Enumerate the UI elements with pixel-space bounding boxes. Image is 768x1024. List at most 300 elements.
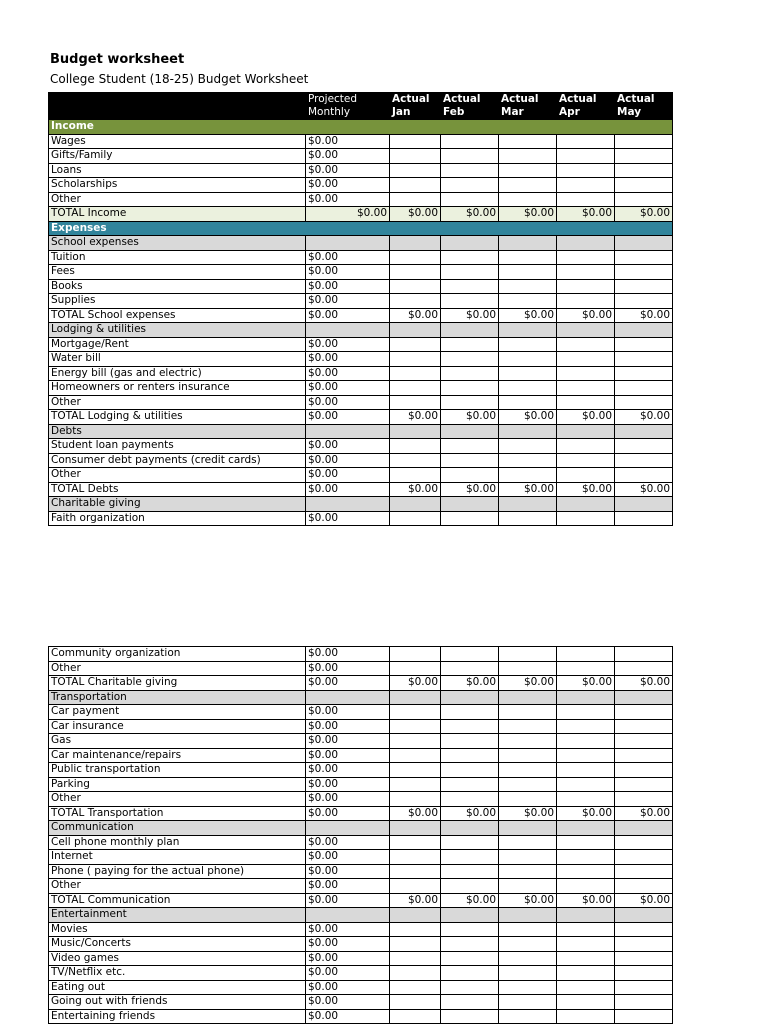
actual-cell bbox=[441, 439, 499, 454]
projected-cell: $0.00 bbox=[306, 763, 390, 778]
actual-cell: $0.00 bbox=[390, 410, 441, 425]
actual-cell bbox=[557, 647, 615, 662]
actual-cell bbox=[499, 835, 557, 850]
table-row bbox=[49, 879, 673, 894]
actual-cell: $0.00 bbox=[499, 207, 557, 222]
row-label-tuition: Tuition bbox=[49, 250, 306, 265]
actual-cell bbox=[499, 511, 557, 526]
actual-cell bbox=[557, 835, 615, 850]
table-row bbox=[49, 1009, 673, 1024]
actual-cell: $0.00 bbox=[390, 308, 441, 323]
actual-cell bbox=[557, 395, 615, 410]
total-row bbox=[49, 806, 673, 821]
actual-cell: $0.00 bbox=[441, 482, 499, 497]
actual-cell bbox=[615, 424, 673, 439]
table-row bbox=[49, 995, 673, 1010]
actual-cell bbox=[441, 1009, 499, 1024]
table-row bbox=[49, 468, 673, 483]
section-row bbox=[49, 236, 673, 251]
actual-cell: $0.00 bbox=[615, 482, 673, 497]
actual-cell bbox=[441, 511, 499, 526]
actual-cell bbox=[615, 366, 673, 381]
actual-cell bbox=[615, 864, 673, 879]
actual-cell bbox=[499, 468, 557, 483]
actual-cell bbox=[557, 352, 615, 367]
actual-cell bbox=[390, 192, 441, 207]
actual-cell bbox=[557, 134, 615, 149]
table-row bbox=[49, 937, 673, 952]
row-label-lodging-utilities: Lodging & utilities bbox=[49, 323, 306, 338]
actual-cell bbox=[441, 192, 499, 207]
projected-cell: $0.00 bbox=[306, 995, 390, 1010]
row-label-car-insurance: Car insurance bbox=[49, 719, 306, 734]
actual-cell bbox=[615, 497, 673, 512]
row-label-cell-phone-monthly-plan: Cell phone monthly plan bbox=[49, 835, 306, 850]
actual-cell bbox=[499, 647, 557, 662]
actual-cell bbox=[499, 734, 557, 749]
document-subtitle: College Student (18-25) Budget Worksheet bbox=[50, 72, 309, 86]
actual-cell bbox=[441, 497, 499, 512]
row-label-loans: Loans bbox=[49, 163, 306, 178]
actual-cell bbox=[390, 163, 441, 178]
actual-cell: $0.00 bbox=[441, 893, 499, 908]
row-label-fees: Fees bbox=[49, 265, 306, 280]
row-label-internet: Internet bbox=[49, 850, 306, 865]
actual-cell bbox=[441, 294, 499, 309]
actual-cell bbox=[557, 265, 615, 280]
actual-cell: $0.00 bbox=[499, 410, 557, 425]
row-label-communication: Communication bbox=[49, 821, 306, 836]
table-row bbox=[49, 511, 673, 526]
actual-cell bbox=[390, 951, 441, 966]
projected-cell: $0.00 bbox=[306, 482, 390, 497]
row-label-gifts-family: Gifts/Family bbox=[49, 149, 306, 164]
actual-cell bbox=[557, 192, 615, 207]
row-label-total-communication: TOTAL Communication bbox=[49, 893, 306, 908]
projected-cell: $0.00 bbox=[306, 366, 390, 381]
actual-cell bbox=[390, 995, 441, 1010]
actual-cell bbox=[441, 279, 499, 294]
table-row bbox=[49, 439, 673, 454]
row-label-video-games: Video games bbox=[49, 951, 306, 966]
section-row bbox=[49, 497, 673, 512]
actual-cell bbox=[390, 381, 441, 396]
actual-cell bbox=[615, 352, 673, 367]
projected-cell bbox=[306, 908, 390, 923]
actual-cell bbox=[441, 265, 499, 280]
projected-cell: $0.00 bbox=[306, 149, 390, 164]
actual-cell: $0.00 bbox=[441, 806, 499, 821]
actual-cell bbox=[441, 850, 499, 865]
projected-cell: $0.00 bbox=[306, 468, 390, 483]
table-row bbox=[49, 951, 673, 966]
actual-cell: $0.00 bbox=[557, 676, 615, 691]
budget-table-page-2 bbox=[48, 646, 673, 1024]
income-row bbox=[49, 120, 673, 135]
actual-cell: $0.00 bbox=[615, 676, 673, 691]
actual-cell bbox=[557, 792, 615, 807]
actual-cell bbox=[557, 980, 615, 995]
actual-cell bbox=[441, 163, 499, 178]
row-label-total-income: TOTAL Income bbox=[49, 207, 306, 222]
projected-cell: $0.00 bbox=[306, 922, 390, 937]
actual-cell bbox=[557, 951, 615, 966]
actual-cell bbox=[499, 381, 557, 396]
projected-cell: $0.00 bbox=[306, 192, 390, 207]
section-row bbox=[49, 690, 673, 705]
table-row bbox=[49, 792, 673, 807]
actual-cell bbox=[557, 236, 615, 251]
actual-cell bbox=[390, 468, 441, 483]
actual-cell bbox=[441, 763, 499, 778]
projected-cell: $0.00 bbox=[306, 1009, 390, 1024]
projected-cell: $0.00 bbox=[306, 676, 390, 691]
actual-cell bbox=[557, 511, 615, 526]
actual-cell bbox=[615, 381, 673, 396]
actual-cell bbox=[557, 850, 615, 865]
row-label-other: Other bbox=[49, 879, 306, 894]
actual-cell bbox=[390, 366, 441, 381]
actual-cell bbox=[441, 453, 499, 468]
actual-cell bbox=[615, 468, 673, 483]
row-label-books: Books bbox=[49, 279, 306, 294]
actual-cell bbox=[499, 163, 557, 178]
actual-cell bbox=[499, 192, 557, 207]
actual-cell bbox=[441, 395, 499, 410]
actual-cell bbox=[499, 279, 557, 294]
actual-cell bbox=[557, 705, 615, 720]
actual-cell bbox=[499, 424, 557, 439]
projected-cell: $0.00 bbox=[306, 265, 390, 280]
actual-cell bbox=[557, 366, 615, 381]
projected-cell: $0.00 bbox=[306, 661, 390, 676]
projected-cell: $0.00 bbox=[306, 647, 390, 662]
actual-cell bbox=[557, 690, 615, 705]
actual-cell bbox=[499, 937, 557, 952]
projected-cell: $0.00 bbox=[306, 966, 390, 981]
actual-cell bbox=[499, 922, 557, 937]
table-row bbox=[49, 250, 673, 265]
table-row bbox=[49, 337, 673, 352]
actual-cell bbox=[390, 395, 441, 410]
actual-cell bbox=[441, 647, 499, 662]
actual-cell bbox=[441, 381, 499, 396]
actual-cell bbox=[499, 178, 557, 193]
actual-cell: $0.00 bbox=[390, 482, 441, 497]
actual-cell bbox=[390, 337, 441, 352]
table-row bbox=[49, 763, 673, 778]
actual-cell bbox=[390, 511, 441, 526]
actual-cell bbox=[557, 453, 615, 468]
projected-cell: $0.00 bbox=[306, 980, 390, 995]
actual-cell bbox=[615, 439, 673, 454]
row-label-other: Other bbox=[49, 468, 306, 483]
actual-cell bbox=[441, 134, 499, 149]
actual-cell bbox=[557, 763, 615, 778]
actual-cell bbox=[499, 908, 557, 923]
row-label-charitable-giving: Charitable giving bbox=[49, 497, 306, 512]
table-row bbox=[49, 922, 673, 937]
projected-cell: $0.00 bbox=[306, 163, 390, 178]
actual-cell bbox=[557, 661, 615, 676]
actual-cell bbox=[390, 497, 441, 512]
actual-cell: $0.00 bbox=[499, 482, 557, 497]
actual-cell bbox=[557, 279, 615, 294]
actual-cell: $0.00 bbox=[390, 676, 441, 691]
table-row bbox=[49, 966, 673, 981]
actual-cell: $0.00 bbox=[615, 207, 673, 222]
actual-cell bbox=[390, 821, 441, 836]
section-row bbox=[49, 908, 673, 923]
document-title: Budget worksheet bbox=[50, 52, 185, 67]
header-actual-may: Actual May bbox=[615, 93, 673, 120]
actual-cell bbox=[499, 690, 557, 705]
projected-cell: $0.00 bbox=[306, 792, 390, 807]
actual-cell bbox=[390, 850, 441, 865]
projected-cell: $0.00 bbox=[306, 207, 390, 222]
actual-cell bbox=[441, 705, 499, 720]
actual-cell bbox=[557, 777, 615, 792]
table-row bbox=[49, 864, 673, 879]
actual-cell bbox=[499, 995, 557, 1010]
actual-cell bbox=[557, 163, 615, 178]
projected-cell: $0.00 bbox=[306, 453, 390, 468]
actual-cell bbox=[441, 864, 499, 879]
actual-cell: $0.00 bbox=[441, 207, 499, 222]
row-label-school-expenses: School expenses bbox=[49, 236, 306, 251]
actual-cell bbox=[390, 864, 441, 879]
table-row bbox=[49, 192, 673, 207]
actual-cell bbox=[499, 250, 557, 265]
projected-cell bbox=[306, 424, 390, 439]
actual-cell: $0.00 bbox=[499, 308, 557, 323]
actual-cell: $0.00 bbox=[557, 893, 615, 908]
actual-cell bbox=[615, 951, 673, 966]
actual-cell bbox=[390, 748, 441, 763]
actual-cell bbox=[390, 879, 441, 894]
actual-cell bbox=[615, 192, 673, 207]
table-row bbox=[49, 850, 673, 865]
projected-cell bbox=[306, 323, 390, 338]
row-label-parking: Parking bbox=[49, 777, 306, 792]
actual-cell bbox=[441, 661, 499, 676]
actual-cell bbox=[390, 908, 441, 923]
actual-cell bbox=[441, 995, 499, 1010]
actual-cell bbox=[441, 424, 499, 439]
actual-cell bbox=[499, 864, 557, 879]
actual-cell bbox=[441, 734, 499, 749]
actual-cell bbox=[441, 323, 499, 338]
table-row bbox=[49, 265, 673, 280]
actual-cell bbox=[615, 265, 673, 280]
actual-cell bbox=[441, 966, 499, 981]
actual-cell bbox=[557, 323, 615, 338]
total-row bbox=[49, 482, 673, 497]
actual-cell bbox=[615, 777, 673, 792]
actual-cell bbox=[390, 690, 441, 705]
actual-cell bbox=[390, 792, 441, 807]
row-label-gas: Gas bbox=[49, 734, 306, 749]
projected-cell: $0.00 bbox=[306, 937, 390, 952]
total-row bbox=[49, 410, 673, 425]
table-row bbox=[49, 748, 673, 763]
actual-cell bbox=[499, 1009, 557, 1024]
actual-cell bbox=[499, 879, 557, 894]
actual-cell bbox=[615, 937, 673, 952]
actual-cell bbox=[615, 705, 673, 720]
row-label-car-payment: Car payment bbox=[49, 705, 306, 720]
actual-cell bbox=[390, 294, 441, 309]
projected-cell: $0.00 bbox=[306, 705, 390, 720]
header-actual-mar: Actual Mar bbox=[499, 93, 557, 120]
row-label-student-loan-payments: Student loan payments bbox=[49, 439, 306, 454]
actual-cell bbox=[441, 922, 499, 937]
table-row bbox=[49, 777, 673, 792]
projected-cell bbox=[306, 690, 390, 705]
section-row bbox=[49, 821, 673, 836]
total-row bbox=[49, 308, 673, 323]
actual-cell: $0.00 bbox=[557, 410, 615, 425]
actual-cell: $0.00 bbox=[499, 806, 557, 821]
table-row bbox=[49, 294, 673, 309]
actual-cell: $0.00 bbox=[390, 806, 441, 821]
table-row bbox=[49, 980, 673, 995]
actual-cell bbox=[390, 134, 441, 149]
actual-cell bbox=[557, 439, 615, 454]
projected-cell: $0.00 bbox=[306, 806, 390, 821]
actual-cell bbox=[557, 864, 615, 879]
actual-cell bbox=[390, 661, 441, 676]
row-label-tv-netflix-etc: TV/Netflix etc. bbox=[49, 966, 306, 981]
row-label-total-lodging-utilities: TOTAL Lodging & utilities bbox=[49, 410, 306, 425]
actual-cell bbox=[615, 395, 673, 410]
actual-cell: $0.00 bbox=[390, 207, 441, 222]
actual-cell bbox=[499, 792, 557, 807]
header-row bbox=[49, 93, 673, 120]
projected-cell: $0.00 bbox=[306, 279, 390, 294]
row-label-total-debts: TOTAL Debts bbox=[49, 482, 306, 497]
actual-cell bbox=[615, 690, 673, 705]
projected-cell: $0.00 bbox=[306, 835, 390, 850]
actual-cell bbox=[557, 937, 615, 952]
actual-cell bbox=[615, 821, 673, 836]
section-row bbox=[49, 323, 673, 338]
row-label-supplies: Supplies bbox=[49, 294, 306, 309]
actual-cell bbox=[499, 395, 557, 410]
actual-cell bbox=[615, 294, 673, 309]
actual-cell bbox=[557, 381, 615, 396]
actual-cell: $0.00 bbox=[441, 676, 499, 691]
row-label-transportation: Transportation bbox=[49, 690, 306, 705]
actual-cell bbox=[557, 468, 615, 483]
actual-cell bbox=[499, 149, 557, 164]
row-label-music-concerts: Music/Concerts bbox=[49, 937, 306, 952]
actual-cell bbox=[615, 511, 673, 526]
projected-cell: $0.00 bbox=[306, 352, 390, 367]
actual-cell bbox=[390, 734, 441, 749]
actual-cell bbox=[390, 250, 441, 265]
actual-cell bbox=[499, 719, 557, 734]
actual-cell bbox=[557, 922, 615, 937]
actual-cell bbox=[441, 835, 499, 850]
actual-cell: $0.00 bbox=[499, 676, 557, 691]
projected-cell: $0.00 bbox=[306, 748, 390, 763]
actual-cell bbox=[615, 1009, 673, 1024]
projected-cell: $0.00 bbox=[306, 134, 390, 149]
actual-cell: $0.00 bbox=[557, 806, 615, 821]
actual-cell bbox=[499, 951, 557, 966]
actual-cell bbox=[499, 777, 557, 792]
row-label-entertainment: Entertainment bbox=[49, 908, 306, 923]
actual-cell bbox=[499, 748, 557, 763]
totalincome-row bbox=[49, 207, 673, 222]
actual-cell: $0.00 bbox=[615, 410, 673, 425]
actual-cell bbox=[441, 690, 499, 705]
section-row bbox=[49, 424, 673, 439]
row-label-debts: Debts bbox=[49, 424, 306, 439]
actual-cell bbox=[499, 980, 557, 995]
actual-cell: $0.00 bbox=[499, 893, 557, 908]
projected-cell: $0.00 bbox=[306, 734, 390, 749]
actual-cell bbox=[615, 719, 673, 734]
projected-cell: $0.00 bbox=[306, 178, 390, 193]
actual-cell bbox=[441, 748, 499, 763]
actual-cell bbox=[557, 294, 615, 309]
actual-cell bbox=[557, 719, 615, 734]
table-row bbox=[49, 352, 673, 367]
actual-cell bbox=[499, 134, 557, 149]
actual-cell bbox=[499, 453, 557, 468]
row-label-total-charitable-giving: TOTAL Charitable giving bbox=[49, 676, 306, 691]
actual-cell bbox=[441, 908, 499, 923]
actual-cell bbox=[390, 1009, 441, 1024]
actual-cell bbox=[390, 922, 441, 937]
actual-cell: $0.00 bbox=[557, 207, 615, 222]
actual-cell: $0.00 bbox=[557, 308, 615, 323]
actual-cell bbox=[557, 821, 615, 836]
actual-cell bbox=[615, 323, 673, 338]
table-row bbox=[49, 366, 673, 381]
actual-cell bbox=[499, 705, 557, 720]
actual-cell bbox=[615, 661, 673, 676]
actual-cell bbox=[499, 497, 557, 512]
actual-cell bbox=[499, 763, 557, 778]
actual-cell bbox=[499, 337, 557, 352]
actual-cell bbox=[615, 995, 673, 1010]
actual-cell bbox=[615, 178, 673, 193]
actual-cell bbox=[615, 453, 673, 468]
actual-cell bbox=[557, 178, 615, 193]
actual-cell bbox=[441, 337, 499, 352]
projected-cell bbox=[306, 236, 390, 251]
row-label-water-bill: Water bill bbox=[49, 352, 306, 367]
row-label-other: Other bbox=[49, 661, 306, 676]
actual-cell bbox=[557, 966, 615, 981]
budget-table-page-1 bbox=[48, 92, 673, 526]
actual-cell bbox=[615, 763, 673, 778]
projected-cell: $0.00 bbox=[306, 719, 390, 734]
row-label-income: Income bbox=[49, 120, 673, 135]
actual-cell bbox=[390, 439, 441, 454]
table-row bbox=[49, 134, 673, 149]
row-label-mortgage-rent: Mortgage/Rent bbox=[49, 337, 306, 352]
row-label-total-school-expenses: TOTAL School expenses bbox=[49, 308, 306, 323]
actual-cell: $0.00 bbox=[615, 806, 673, 821]
row-label-total-transportation: TOTAL Transportation bbox=[49, 806, 306, 821]
projected-cell bbox=[306, 821, 390, 836]
actual-cell bbox=[557, 748, 615, 763]
actual-cell: $0.00 bbox=[615, 308, 673, 323]
